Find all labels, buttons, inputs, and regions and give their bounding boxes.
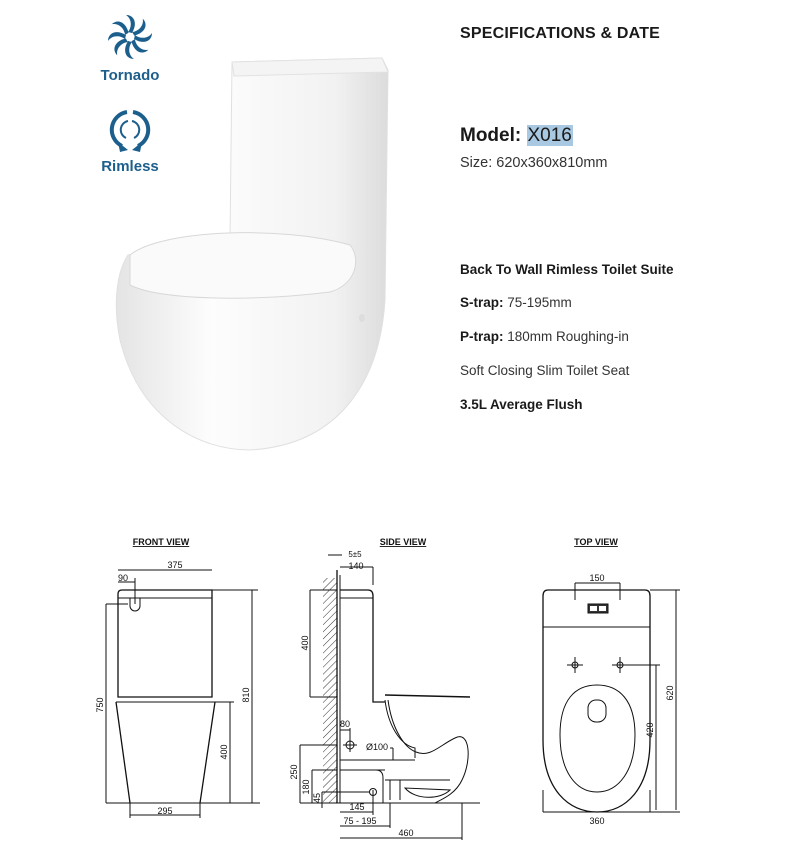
dim-front-750: 750 bbox=[95, 697, 105, 713]
dim-top-420: 420 bbox=[645, 722, 655, 738]
top-view-title: TOP VIEW bbox=[574, 537, 618, 547]
toilet-product-image bbox=[100, 50, 400, 460]
model-value: X016 bbox=[527, 125, 572, 146]
dim-side-80: 80 bbox=[339, 719, 351, 729]
tornado-label: Tornado bbox=[100, 67, 160, 84]
dim-side-gap: 5±5 bbox=[348, 550, 362, 559]
spec-suite: Back To Wall Rimless Toilet Suite bbox=[460, 262, 674, 277]
dim-side-400: 400 bbox=[300, 635, 310, 651]
dim-top-360: 360 bbox=[589, 816, 605, 826]
dim-top-620: 620 bbox=[665, 685, 675, 701]
spec-seat: Soft Closing Slim Toilet Seat bbox=[460, 363, 630, 378]
dim-front-295: 295 bbox=[157, 806, 173, 816]
dim-side-strap: 75 - 195 bbox=[343, 816, 377, 826]
top-view-drawing bbox=[543, 583, 680, 812]
front-view-title: FRONT VIEW bbox=[132, 537, 190, 547]
spec-flush: 3.5L Average Flush bbox=[460, 397, 583, 412]
dim-top-150: 150 bbox=[589, 573, 605, 583]
strap-label: S-trap: bbox=[460, 295, 504, 310]
strap-value: 75-195mm bbox=[507, 295, 572, 310]
ptrap-value: 180mm Roughing-in bbox=[507, 329, 629, 344]
dim-side-45: 45 bbox=[312, 792, 322, 804]
spec-ptrap bbox=[460, 329, 629, 344]
ptrap-label: P-trap: bbox=[460, 329, 504, 344]
model-line bbox=[460, 125, 573, 147]
dim-front-400: 400 bbox=[219, 744, 229, 760]
dim-side-250: 250 bbox=[289, 764, 299, 780]
spec-strap bbox=[460, 295, 572, 310]
model-label: Model: bbox=[460, 125, 522, 146]
size-line: Size: 620x360x810mm bbox=[460, 155, 608, 171]
rimless-label: Rimless bbox=[101, 158, 159, 175]
side-view-drawing bbox=[300, 555, 480, 840]
front-view-drawing bbox=[106, 570, 260, 818]
section-heading: SPECIFICATIONS & DATE bbox=[460, 25, 661, 42]
dim-side-140: 140 bbox=[348, 561, 364, 571]
side-view-title: SIDE VIEW bbox=[379, 537, 427, 547]
dim-side-180: 180 bbox=[301, 779, 311, 795]
dim-front-90: 90 bbox=[117, 573, 129, 583]
dim-side-145: 145 bbox=[349, 802, 365, 812]
dim-front-810: 810 bbox=[241, 687, 251, 703]
technical-drawings bbox=[0, 520, 789, 845]
dim-front-375: 375 bbox=[167, 560, 183, 570]
dim-side-460: 460 bbox=[398, 828, 414, 838]
dim-side-pipe: Ø100 bbox=[365, 742, 389, 752]
